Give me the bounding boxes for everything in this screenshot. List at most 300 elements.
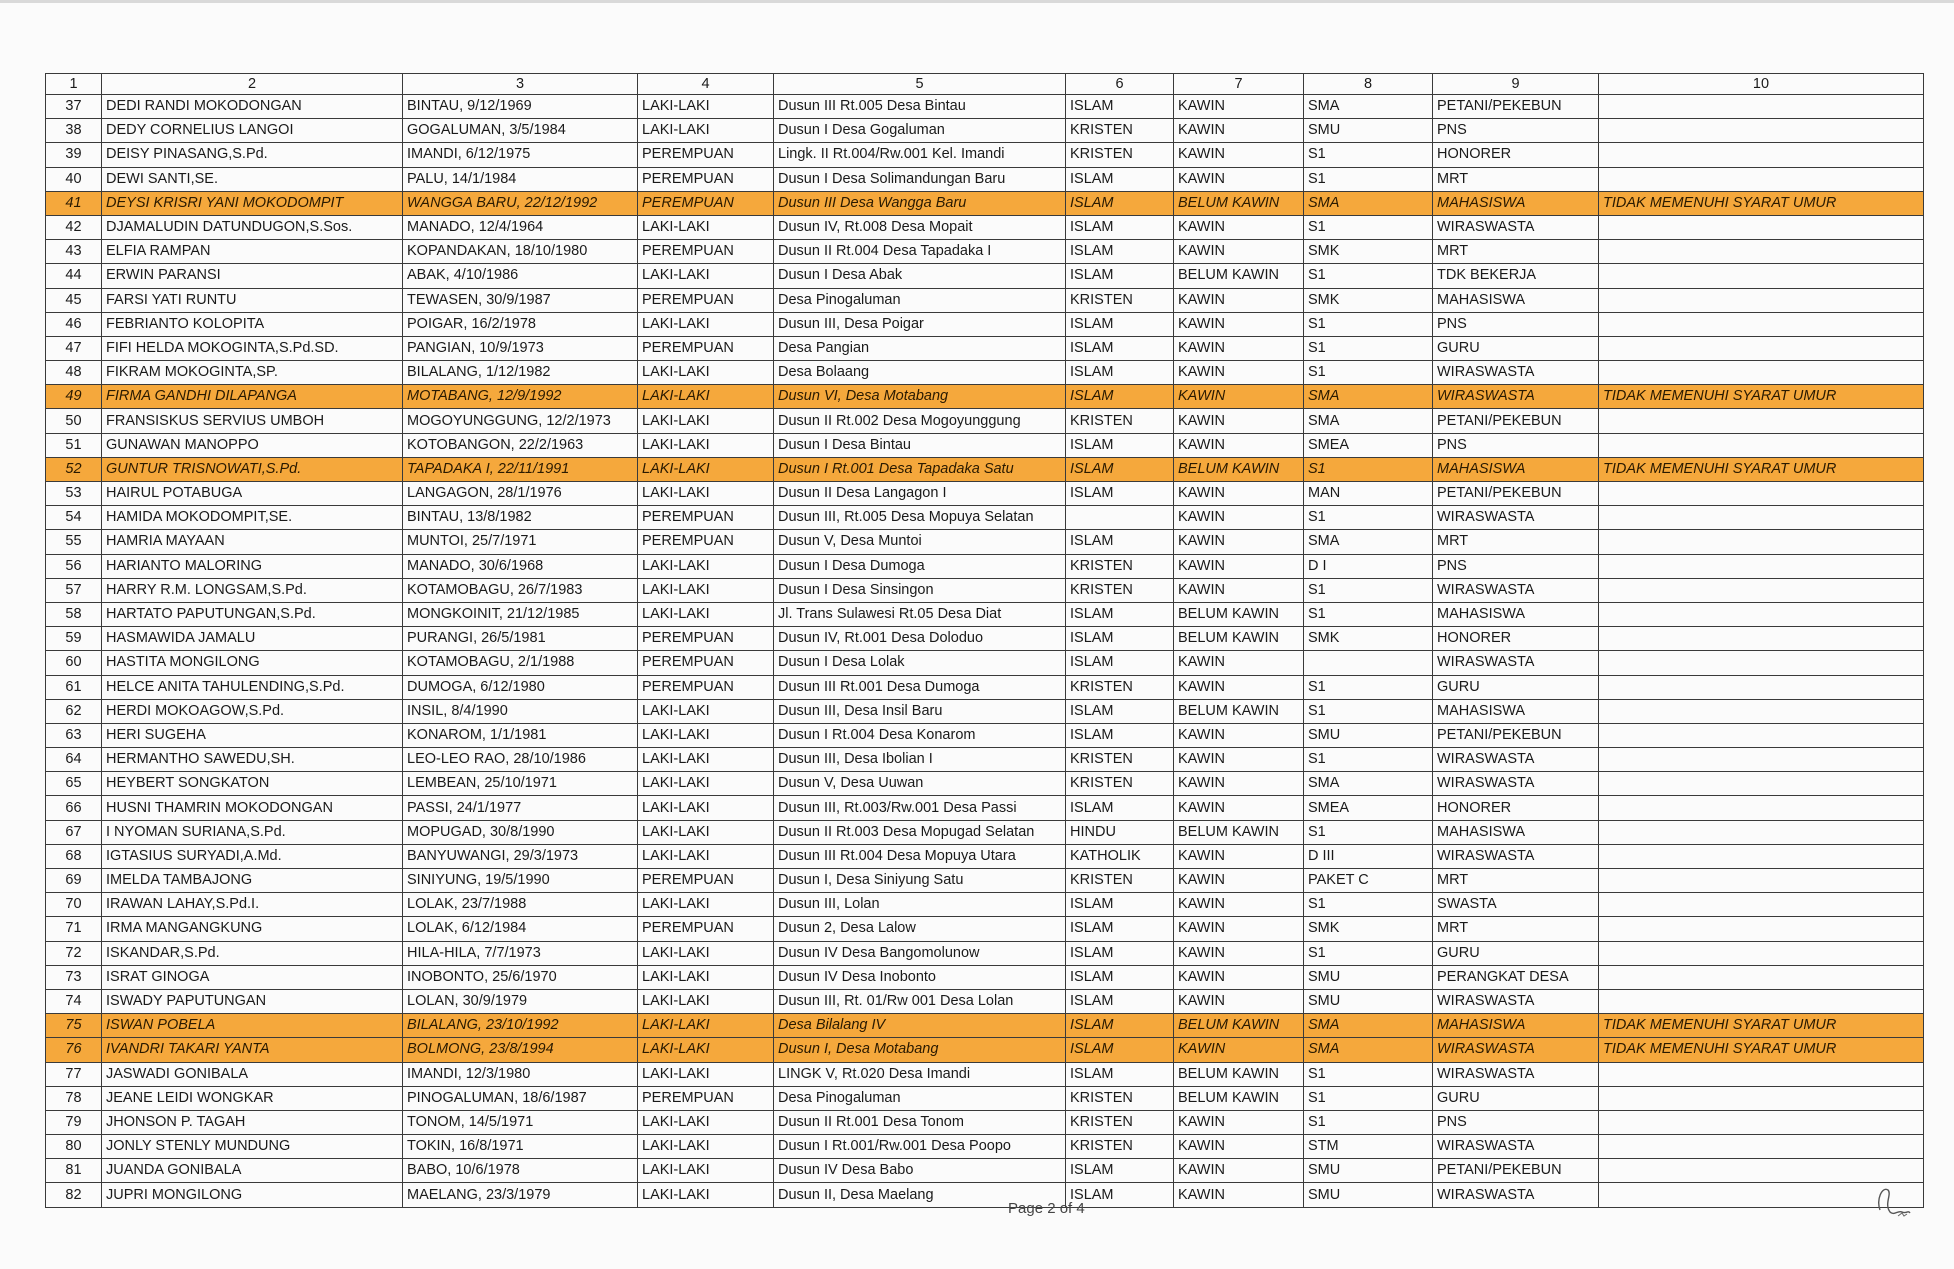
- marital-status-cell: KAWIN: [1174, 361, 1304, 385]
- education-cell: S1: [1304, 1110, 1433, 1134]
- marital-status-cell: BELUM KAWIN: [1174, 264, 1304, 288]
- birth-place-date-cell: INSIL, 8/4/1990: [403, 699, 638, 723]
- table-row: [46, 965, 1924, 989]
- birth-place-date-cell: LOLAK, 23/7/1988: [403, 893, 638, 917]
- participant-name-cell: HARIANTO MALORING: [102, 554, 403, 578]
- remarks-cell: [1599, 723, 1924, 747]
- row-number-cell: 58: [46, 602, 102, 626]
- remarks-cell: [1599, 312, 1924, 336]
- marital-status-cell: KAWIN: [1174, 748, 1304, 772]
- row-number-cell: 51: [46, 433, 102, 457]
- education-cell: S1: [1304, 893, 1433, 917]
- education-cell: S1: [1304, 602, 1433, 626]
- remarks-cell: [1599, 1062, 1924, 1086]
- birth-place-date-cell: PASSI, 24/1/1977: [403, 796, 638, 820]
- gender-cell: LAKI-LAKI: [638, 554, 774, 578]
- education-cell: SMA: [1304, 530, 1433, 554]
- religion-cell: KRISTEN: [1066, 554, 1174, 578]
- row-number-cell: 37: [46, 95, 102, 119]
- marital-status-cell: BELUM KAWIN: [1174, 820, 1304, 844]
- birth-place-date-cell: KONAROM, 1/1/1981: [403, 723, 638, 747]
- address-cell: Dusun III, Lolan: [774, 893, 1066, 917]
- religion-cell: ISLAM: [1066, 1038, 1174, 1062]
- address-cell: Dusun II Rt.003 Desa Mopugad Selatan: [774, 820, 1066, 844]
- occupation-cell: MRT: [1433, 167, 1599, 191]
- education-cell: SMU: [1304, 1183, 1433, 1207]
- gender-cell: LAKI-LAKI: [638, 1183, 774, 1207]
- table-row: [46, 336, 1924, 360]
- row-number-cell: 78: [46, 1086, 102, 1110]
- marital-status-cell: KAWIN: [1174, 723, 1304, 747]
- remarks-cell: [1599, 796, 1924, 820]
- gender-cell: LAKI-LAKI: [638, 95, 774, 119]
- row-number-cell: 62: [46, 699, 102, 723]
- gender-cell: LAKI-LAKI: [638, 989, 774, 1013]
- religion-cell: KRISTEN: [1066, 748, 1174, 772]
- birth-place-date-cell: IMANDI, 12/3/1980: [403, 1062, 638, 1086]
- occupation-cell: PNS: [1433, 312, 1599, 336]
- participant-name-cell: ISWADY PAPUTUNGAN: [102, 989, 403, 1013]
- table-row: [46, 1086, 1924, 1110]
- occupation-cell: MRT: [1433, 530, 1599, 554]
- occupation-cell: MAHASISWA: [1433, 191, 1599, 215]
- participant-table: [45, 73, 1924, 1208]
- occupation-cell: WIRASWASTA: [1433, 1135, 1599, 1159]
- address-cell: Dusun I Desa Sinsingon: [774, 578, 1066, 602]
- occupation-cell: MAHASISWA: [1433, 1014, 1599, 1038]
- remarks-cell: [1599, 1135, 1924, 1159]
- education-cell: SMA: [1304, 95, 1433, 119]
- education-cell: S1: [1304, 336, 1433, 360]
- row-number-cell: 52: [46, 457, 102, 481]
- marital-status-cell: KAWIN: [1174, 651, 1304, 675]
- religion-cell: HINDU: [1066, 820, 1174, 844]
- education-cell: SMEA: [1304, 796, 1433, 820]
- religion-cell: KRISTEN: [1066, 409, 1174, 433]
- religion-cell: KRISTEN: [1066, 772, 1174, 796]
- occupation-cell: TDK BEKERJA: [1433, 264, 1599, 288]
- participant-name-cell: FARSI YATI RUNTU: [102, 288, 403, 312]
- occupation-cell: PNS: [1433, 554, 1599, 578]
- marital-status-cell: BELUM KAWIN: [1174, 1062, 1304, 1086]
- remarks-cell: [1599, 602, 1924, 626]
- birth-place-date-cell: LANGAGON, 28/1/1976: [403, 482, 638, 506]
- remarks-cell: [1599, 433, 1924, 457]
- participant-name-cell: JHONSON P. TAGAH: [102, 1110, 403, 1134]
- gender-cell: LAKI-LAKI: [638, 312, 774, 336]
- row-number-cell: 44: [46, 264, 102, 288]
- occupation-cell: WIRASWASTA: [1433, 651, 1599, 675]
- occupation-cell: WIRASWASTA: [1433, 844, 1599, 868]
- marital-status-cell: BELUM KAWIN: [1174, 699, 1304, 723]
- row-number-cell: 65: [46, 772, 102, 796]
- birth-place-date-cell: BILALANG, 23/10/1992: [403, 1014, 638, 1038]
- religion-cell: KRISTEN: [1066, 578, 1174, 602]
- address-cell: Dusun I, Desa Motabang: [774, 1038, 1066, 1062]
- birth-place-date-cell: PURANGI, 26/5/1981: [403, 627, 638, 651]
- participant-name-cell: FEBRIANTO KOLOPITA: [102, 312, 403, 336]
- participant-name-cell: ELFIA RAMPAN: [102, 240, 403, 264]
- address-cell: Desa Pinogaluman: [774, 288, 1066, 312]
- birth-place-date-cell: LOLAN, 30/9/1979: [403, 989, 638, 1013]
- marital-status-cell: KAWIN: [1174, 409, 1304, 433]
- education-cell: [1304, 651, 1433, 675]
- occupation-cell: WIRASWASTA: [1433, 1038, 1599, 1062]
- religion-cell: ISLAM: [1066, 602, 1174, 626]
- participant-name-cell: FIKRAM MOKOGINTA,SP.: [102, 361, 403, 385]
- address-cell: Dusun III, Rt.003/Rw.001 Desa Passi: [774, 796, 1066, 820]
- occupation-cell: WIRASWASTA: [1433, 578, 1599, 602]
- gender-cell: LAKI-LAKI: [638, 361, 774, 385]
- table-row: [46, 651, 1924, 675]
- marital-status-cell: KAWIN: [1174, 385, 1304, 409]
- marital-status-cell: KAWIN: [1174, 965, 1304, 989]
- birth-place-date-cell: LEO-LEO RAO, 28/10/1986: [403, 748, 638, 772]
- address-cell: Dusun I Desa Abak: [774, 264, 1066, 288]
- address-cell: Dusun IV, Rt.008 Desa Mopait: [774, 215, 1066, 239]
- participant-name-cell: FIFI HELDA MOKOGINTA,S.Pd.SD.: [102, 336, 403, 360]
- education-cell: S1: [1304, 748, 1433, 772]
- marital-status-cell: KAWIN: [1174, 1183, 1304, 1207]
- education-cell: SMA: [1304, 191, 1433, 215]
- row-number-cell: 63: [46, 723, 102, 747]
- participant-name-cell: ERWIN PARANSI: [102, 264, 403, 288]
- remarks-cell: [1599, 965, 1924, 989]
- occupation-cell: WIRASWASTA: [1433, 748, 1599, 772]
- occupation-cell: SWASTA: [1433, 893, 1599, 917]
- gender-cell: LAKI-LAKI: [638, 385, 774, 409]
- marital-status-cell: KAWIN: [1174, 506, 1304, 530]
- religion-cell: KRISTEN: [1066, 675, 1174, 699]
- remarks-cell: [1599, 941, 1924, 965]
- participant-name-cell: HERI SUGEHA: [102, 723, 403, 747]
- religion-cell: ISLAM: [1066, 941, 1174, 965]
- birth-place-date-cell: MOPUGAD, 30/8/1990: [403, 820, 638, 844]
- row-number-cell: 75: [46, 1014, 102, 1038]
- participant-name-cell: IRMA MANGANGKUNG: [102, 917, 403, 941]
- occupation-cell: MRT: [1433, 917, 1599, 941]
- birth-place-date-cell: KOTAMOBAGU, 26/7/1983: [403, 578, 638, 602]
- table-row: [46, 699, 1924, 723]
- address-cell: Lingk. II Rt.004/Rw.001 Kel. Imandi: [774, 143, 1066, 167]
- participant-name-cell: HUSNI THAMRIN MOKODONGAN: [102, 796, 403, 820]
- education-cell: S1: [1304, 1086, 1433, 1110]
- marital-status-cell: KAWIN: [1174, 675, 1304, 699]
- row-number-cell: 71: [46, 917, 102, 941]
- marital-status-cell: KAWIN: [1174, 143, 1304, 167]
- address-cell: Dusun III Rt.001 Desa Dumoga: [774, 675, 1066, 699]
- row-number-cell: 76: [46, 1038, 102, 1062]
- column-header: 7: [1174, 74, 1304, 95]
- religion-cell: ISLAM: [1066, 240, 1174, 264]
- remarks-cell: [1599, 143, 1924, 167]
- remarks-cell: [1599, 167, 1924, 191]
- birth-place-date-cell: POIGAR, 16/2/1978: [403, 312, 638, 336]
- religion-cell: ISLAM: [1066, 482, 1174, 506]
- religion-cell: KRISTEN: [1066, 1110, 1174, 1134]
- marital-status-cell: KAWIN: [1174, 1038, 1304, 1062]
- address-cell: Dusun I Desa Bintau: [774, 433, 1066, 457]
- remarks-cell: [1599, 869, 1924, 893]
- gender-cell: LAKI-LAKI: [638, 723, 774, 747]
- religion-cell: ISLAM: [1066, 1159, 1174, 1183]
- address-cell: Dusun I, Desa Siniyung Satu: [774, 869, 1066, 893]
- address-cell: Desa Bilalang IV: [774, 1014, 1066, 1038]
- education-cell: SMA: [1304, 772, 1433, 796]
- remarks-cell: [1599, 893, 1924, 917]
- row-number-cell: 69: [46, 869, 102, 893]
- gender-cell: LAKI-LAKI: [638, 482, 774, 506]
- table-row: [46, 191, 1924, 215]
- occupation-cell: MAHASISWA: [1433, 288, 1599, 312]
- gender-cell: LAKI-LAKI: [638, 844, 774, 868]
- participant-name-cell: HAIRUL POTABUGA: [102, 482, 403, 506]
- birth-place-date-cell: MOTABANG, 12/9/1992: [403, 385, 638, 409]
- address-cell: Jl. Trans Sulawesi Rt.05 Desa Diat: [774, 602, 1066, 626]
- religion-cell: ISLAM: [1066, 264, 1174, 288]
- birth-place-date-cell: KOTOBANGON, 22/2/1963: [403, 433, 638, 457]
- occupation-cell: PNS: [1433, 1110, 1599, 1134]
- row-number-cell: 50: [46, 409, 102, 433]
- address-cell: Dusun IV Desa Bangomolunow: [774, 941, 1066, 965]
- religion-cell: KRISTEN: [1066, 869, 1174, 893]
- table-row: [46, 1110, 1924, 1134]
- row-number-cell: 59: [46, 627, 102, 651]
- address-cell: Dusun I Desa Gogaluman: [774, 119, 1066, 143]
- row-number-cell: 39: [46, 143, 102, 167]
- remarks-cell: [1599, 361, 1924, 385]
- table-row: [46, 433, 1924, 457]
- address-cell: Desa Bolaang: [774, 361, 1066, 385]
- participant-name-cell: JONLY STENLY MUNDUNG: [102, 1135, 403, 1159]
- column-header: 10: [1599, 74, 1924, 95]
- table-row: [46, 95, 1924, 119]
- table-header-row: [46, 74, 1924, 95]
- row-number-cell: 74: [46, 989, 102, 1013]
- table-row: [46, 917, 1924, 941]
- occupation-cell: PETANI/PEKEBUN: [1433, 1159, 1599, 1183]
- religion-cell: ISLAM: [1066, 167, 1174, 191]
- marital-status-cell: KAWIN: [1174, 530, 1304, 554]
- education-cell: S1: [1304, 699, 1433, 723]
- marital-status-cell: KAWIN: [1174, 772, 1304, 796]
- religion-cell: ISLAM: [1066, 989, 1174, 1013]
- gender-cell: PEREMPUAN: [638, 506, 774, 530]
- row-number-cell: 60: [46, 651, 102, 675]
- table-row: [46, 361, 1924, 385]
- birth-place-date-cell: GOGALUMAN, 3/5/1984: [403, 119, 638, 143]
- religion-cell: ISLAM: [1066, 965, 1174, 989]
- table-row: [46, 627, 1924, 651]
- religion-cell: ISLAM: [1066, 336, 1174, 360]
- education-cell: SMK: [1304, 627, 1433, 651]
- table-row: [46, 288, 1924, 312]
- address-cell: Dusun I Rt.001 Desa Tapadaka Satu: [774, 457, 1066, 481]
- row-number-cell: 61: [46, 675, 102, 699]
- initial-signature: [1868, 1180, 1918, 1220]
- participant-name-cell: JASWADI GONIBALA: [102, 1062, 403, 1086]
- gender-cell: PEREMPUAN: [638, 191, 774, 215]
- occupation-cell: MAHASISWA: [1433, 820, 1599, 844]
- religion-cell: ISLAM: [1066, 1183, 1174, 1207]
- address-cell: Dusun V, Desa Muntoi: [774, 530, 1066, 554]
- remarks-cell: [1599, 530, 1924, 554]
- occupation-cell: PERANGKAT DESA: [1433, 965, 1599, 989]
- table-row: [46, 796, 1924, 820]
- row-number-cell: 57: [46, 578, 102, 602]
- address-cell: Dusun IV Desa Babo: [774, 1159, 1066, 1183]
- remarks-cell: [1599, 288, 1924, 312]
- address-cell: Dusun III, Desa Poigar: [774, 312, 1066, 336]
- education-cell: SMU: [1304, 989, 1433, 1013]
- education-cell: SMU: [1304, 723, 1433, 747]
- education-cell: S1: [1304, 264, 1433, 288]
- religion-cell: ISLAM: [1066, 457, 1174, 481]
- table-row: [46, 1038, 1924, 1062]
- gender-cell: PEREMPUAN: [638, 336, 774, 360]
- gender-cell: LAKI-LAKI: [638, 433, 774, 457]
- participant-name-cell: GUNTUR TRISNOWATI,S.Pd.: [102, 457, 403, 481]
- religion-cell: ISLAM: [1066, 893, 1174, 917]
- participant-name-cell: IRAWAN LAHAY,S.Pd.I.: [102, 893, 403, 917]
- marital-status-cell: KAWIN: [1174, 288, 1304, 312]
- gender-cell: LAKI-LAKI: [638, 1110, 774, 1134]
- occupation-cell: PNS: [1433, 433, 1599, 457]
- column-header: 9: [1433, 74, 1599, 95]
- table-row: [46, 1062, 1924, 1086]
- table-row: [46, 119, 1924, 143]
- birth-place-date-cell: KOPANDAKAN, 18/10/1980: [403, 240, 638, 264]
- remarks-cell: TIDAK MEMENUHI SYARAT UMUR: [1599, 191, 1924, 215]
- address-cell: Dusun II Rt.001 Desa Tonom: [774, 1110, 1066, 1134]
- birth-place-date-cell: MONGKOINIT, 21/12/1985: [403, 602, 638, 626]
- marital-status-cell: KAWIN: [1174, 554, 1304, 578]
- education-cell: S1: [1304, 312, 1433, 336]
- row-number-cell: 40: [46, 167, 102, 191]
- row-number-cell: 46: [46, 312, 102, 336]
- participant-name-cell: ISKANDAR,S.Pd.: [102, 941, 403, 965]
- marital-status-cell: KAWIN: [1174, 1135, 1304, 1159]
- religion-cell: KRISTEN: [1066, 1135, 1174, 1159]
- participant-name-cell: HARRY R.M. LONGSAM,S.Pd.: [102, 578, 403, 602]
- marital-status-cell: BELUM KAWIN: [1174, 1086, 1304, 1110]
- religion-cell: ISLAM: [1066, 917, 1174, 941]
- remarks-cell: [1599, 506, 1924, 530]
- birth-place-date-cell: LOLAK, 6/12/1984: [403, 917, 638, 941]
- birth-place-date-cell: TONOM, 14/5/1971: [403, 1110, 638, 1134]
- participant-name-cell: HELCE ANITA TAHULENDING,S.Pd.: [102, 675, 403, 699]
- occupation-cell: GURU: [1433, 336, 1599, 360]
- marital-status-cell: KAWIN: [1174, 869, 1304, 893]
- remarks-cell: [1599, 699, 1924, 723]
- marital-status-cell: KAWIN: [1174, 941, 1304, 965]
- address-cell: Dusun II Rt.002 Desa Mogoyunggung: [774, 409, 1066, 433]
- participant-name-cell: ISRAT GINOGA: [102, 965, 403, 989]
- remarks-cell: [1599, 215, 1924, 239]
- education-cell: S1: [1304, 1062, 1433, 1086]
- gender-cell: LAKI-LAKI: [638, 119, 774, 143]
- religion-cell: KRISTEN: [1066, 143, 1174, 167]
- table-row: [46, 385, 1924, 409]
- remarks-cell: [1599, 119, 1924, 143]
- occupation-cell: GURU: [1433, 675, 1599, 699]
- education-cell: S1: [1304, 143, 1433, 167]
- occupation-cell: PETANI/PEKEBUN: [1433, 409, 1599, 433]
- column-header: 1: [46, 74, 102, 95]
- participant-name-cell: HARTATO PAPUTUNGAN,S.Pd.: [102, 602, 403, 626]
- marital-status-cell: KAWIN: [1174, 989, 1304, 1013]
- row-number-cell: 70: [46, 893, 102, 917]
- occupation-cell: MAHASISWA: [1433, 699, 1599, 723]
- marital-status-cell: KAWIN: [1174, 95, 1304, 119]
- birth-place-date-cell: DUMOGA, 6/12/1980: [403, 675, 638, 699]
- religion-cell: ISLAM: [1066, 95, 1174, 119]
- row-number-cell: 45: [46, 288, 102, 312]
- religion-cell: ISLAM: [1066, 191, 1174, 215]
- row-number-cell: 55: [46, 530, 102, 554]
- address-cell: Dusun I Desa Dumoga: [774, 554, 1066, 578]
- participant-name-cell: GUNAWAN MANOPPO: [102, 433, 403, 457]
- education-cell: S1: [1304, 578, 1433, 602]
- table-row: [46, 554, 1924, 578]
- table-row: [46, 312, 1924, 336]
- education-cell: SMU: [1304, 119, 1433, 143]
- religion-cell: ISLAM: [1066, 361, 1174, 385]
- education-cell: STM: [1304, 1135, 1433, 1159]
- education-cell: S1: [1304, 506, 1433, 530]
- remarks-cell: [1599, 820, 1924, 844]
- marital-status-cell: BELUM KAWIN: [1174, 627, 1304, 651]
- birth-place-date-cell: BINTAU, 9/12/1969: [403, 95, 638, 119]
- row-number-cell: 67: [46, 820, 102, 844]
- remarks-cell: [1599, 336, 1924, 360]
- column-header: 3: [403, 74, 638, 95]
- birth-place-date-cell: TEWASEN, 30/9/1987: [403, 288, 638, 312]
- table-row: [46, 264, 1924, 288]
- table-row: [46, 409, 1924, 433]
- education-cell: SMK: [1304, 240, 1433, 264]
- gender-cell: PEREMPUAN: [638, 143, 774, 167]
- occupation-cell: GURU: [1433, 1086, 1599, 1110]
- gender-cell: PEREMPUAN: [638, 917, 774, 941]
- remarks-cell: [1599, 917, 1924, 941]
- education-cell: S1: [1304, 457, 1433, 481]
- marital-status-cell: BELUM KAWIN: [1174, 457, 1304, 481]
- birth-place-date-cell: IMANDI, 6/12/1975: [403, 143, 638, 167]
- birth-place-date-cell: BOLMONG, 23/8/1994: [403, 1038, 638, 1062]
- education-cell: SMA: [1304, 385, 1433, 409]
- table-row: [46, 167, 1924, 191]
- education-cell: SMU: [1304, 965, 1433, 989]
- gender-cell: PEREMPUAN: [638, 1086, 774, 1110]
- table-row: [46, 1159, 1924, 1183]
- marital-status-cell: KAWIN: [1174, 119, 1304, 143]
- table-row: [46, 893, 1924, 917]
- row-number-cell: 81: [46, 1159, 102, 1183]
- religion-cell: [1066, 506, 1174, 530]
- remarks-cell: [1599, 409, 1924, 433]
- occupation-cell: WIRASWASTA: [1433, 989, 1599, 1013]
- address-cell: Dusun II Rt.004 Desa Tapadaka I: [774, 240, 1066, 264]
- gender-cell: LAKI-LAKI: [638, 1038, 774, 1062]
- birth-place-date-cell: MOGOYUNGGUNG, 12/2/1973: [403, 409, 638, 433]
- participant-name-cell: JUANDA GONIBALA: [102, 1159, 403, 1183]
- gender-cell: LAKI-LAKI: [638, 578, 774, 602]
- marital-status-cell: KAWIN: [1174, 482, 1304, 506]
- row-number-cell: 42: [46, 215, 102, 239]
- remarks-cell: [1599, 989, 1924, 1013]
- table-row: [46, 240, 1924, 264]
